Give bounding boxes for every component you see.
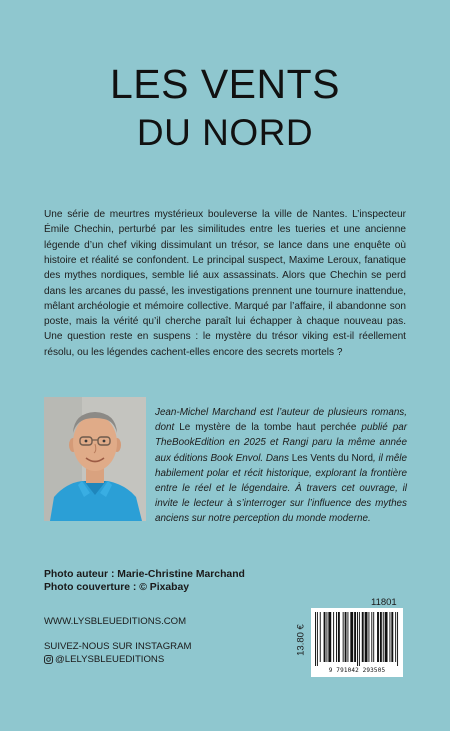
bio-book-title: Les Vents du Nord	[291, 452, 373, 464]
barcode-bar	[320, 612, 321, 662]
barcode-bar	[383, 612, 384, 662]
barcode-bar	[377, 612, 379, 662]
book-title-line-1: LES VENTS	[109, 61, 341, 107]
price-text: 13.80 €	[295, 624, 307, 656]
instagram-icon	[44, 655, 53, 664]
instagram-handle: @LELYSBLEUEDITIONS	[55, 654, 165, 665]
barcode-bar	[373, 612, 374, 662]
author-portrait-icon	[44, 397, 146, 521]
barcode-bar	[347, 612, 348, 662]
author-bio	[155, 405, 407, 527]
barcode-bar	[350, 612, 353, 662]
barcode-bar	[389, 612, 390, 662]
barcode-bar	[385, 612, 388, 662]
barcode-bar	[326, 612, 327, 662]
barcode-bar	[391, 612, 393, 662]
barcode-digits: 9 791042 293505	[328, 667, 386, 674]
instagram-follow-label: SUIVEZ-NOUS SUR INSTAGRAM	[44, 641, 192, 652]
price-label	[294, 611, 308, 669]
bio-book-title: Le mystère de la tombe haut perchée	[179, 422, 357, 434]
bio-segment: Jean-Michel Marchand est l’auteur de plusieurs romans, dont	[155, 406, 407, 434]
barcode-bar	[359, 612, 360, 666]
barcode-bar	[324, 612, 326, 662]
barcode-bar	[371, 612, 372, 662]
barcode-bar	[395, 612, 396, 662]
barcode-bar	[336, 612, 337, 662]
photo-credits	[44, 569, 245, 594]
book-title-line-2: DU NORD	[136, 112, 314, 153]
barcode-bar	[357, 612, 358, 666]
barcode-bar	[317, 612, 318, 666]
barcode-bar	[345, 612, 347, 662]
barcode-bar	[315, 612, 316, 666]
barcode-bar	[397, 612, 398, 666]
reference-code: 11801	[371, 597, 397, 608]
synopsis-paragraph: Une série de meurtres mystérieux bouleverse la ville de Nantes. L’inspecteur Émile Chechin, perturbé par les similitudes entre les tueries et une ancienne légende d’un chef viking dissimulant un trésor, se lance dans une enquête où histoire et réalité se confondent. Le principal suspect, Maxime Leroux, fanatique des mythes nordiques, semble lié aux assassinats. Alors que Chechin se perd dans les arcanes du passé, les investigations prennent une tournure inattendue, mêlant archéologie et mémoire collective. Marqué par l’affaire, il abandonne son poste, mais la vérité qu’il cherche paraît lui échapper à chaque nouveau pas. Une question reste en suspens : le mystère du trésor viking est-il réellement résolu, ou les légendes cachent-elles encore des secrets mortels ?	[44, 209, 406, 358]
barcode-bar	[365, 612, 368, 662]
ean13-barcode-icon	[315, 612, 399, 666]
cover-photo-credit: Photo couverture : © Pixabay	[44, 581, 190, 593]
barcode-bar	[354, 612, 356, 662]
publisher-website: WWW.LYSBLEUEDITIONS.COM	[44, 616, 187, 627]
barcode-bar	[368, 612, 369, 662]
barcode-bar	[338, 612, 340, 662]
bio-segment: , il mêle habilement polar et récit historique, explorant la frontière entre le réel et le légendaire. À travers cet ouvrage, il invite le lecteur à s’interroger sur l’influence des mythes anciens sur notre perception du monde moderne.	[155, 452, 407, 525]
author-photo-credit: Photo auteur : Marie-Christine Marchand	[44, 569, 245, 580]
barcode-bar	[333, 612, 334, 662]
barcode-bar	[380, 612, 382, 662]
barcode-bar	[343, 612, 344, 662]
bio-segment: publié par TheBookEdition en 2025 et Rangi paru la même année aux éditions Book Envol. Dans	[155, 422, 408, 464]
barcode-bar	[328, 612, 331, 662]
barcode	[311, 608, 403, 677]
author-photo	[44, 397, 146, 521]
instagram-handle-row	[44, 654, 164, 665]
barcode-bar	[362, 612, 364, 662]
